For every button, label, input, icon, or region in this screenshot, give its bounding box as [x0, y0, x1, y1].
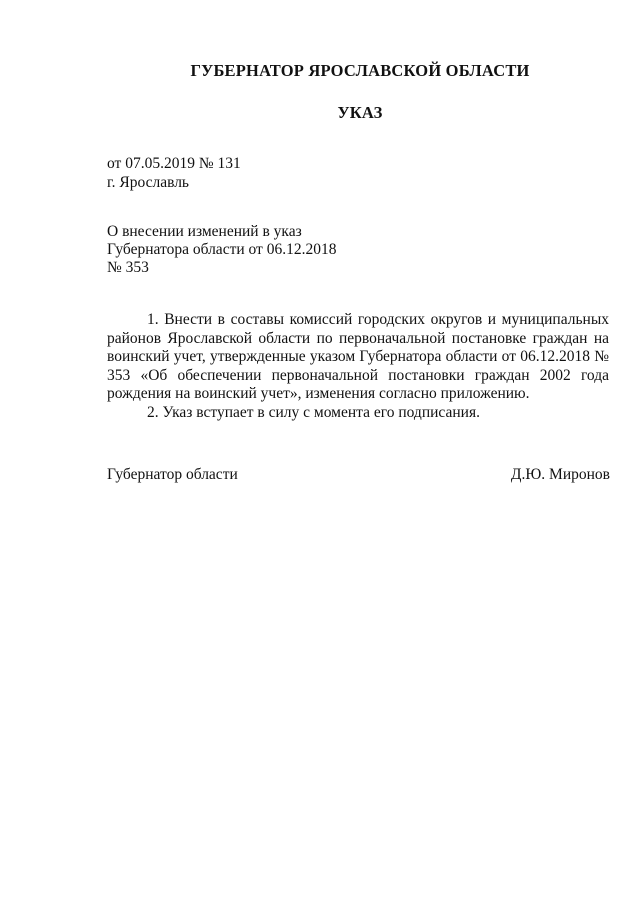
subject-line: Губернатора области от 06.12.2018: [107, 241, 337, 258]
date-number: от 07.05.2019 № 131: [107, 155, 241, 172]
subject-line: № 353: [107, 259, 149, 276]
document-type-heading: УКАЗ: [337, 103, 383, 122]
organization-heading: ГУБЕРНАТОР ЯРОСЛАВСКОЙ ОБЛАСТИ: [190, 61, 530, 80]
body-paragraph: 2. Указ вступает в силу с момента его подписания.: [147, 403, 480, 421]
signature-block: [107, 466, 610, 484]
city: г. Ярославль: [107, 174, 189, 191]
signatory-position: Губернатор области: [107, 466, 238, 483]
subject-line: О внесении изменений в указ: [107, 223, 302, 240]
body-paragraph: 1. Внести в составы комиссий городских округов и муниципальных районов Ярославской области по первоначальной постановке граждан на воинский учет, утвержденные указом Губернатора области от 06.12.2018 № 353 «Об обеспечении первоначальной постановки граждан 2002 года рождения на воинский учет», изменения согласно приложению.: [107, 311, 609, 403]
document-body: [107, 311, 609, 423]
signatory-name: Д.Ю. Миронов: [510, 466, 610, 483]
